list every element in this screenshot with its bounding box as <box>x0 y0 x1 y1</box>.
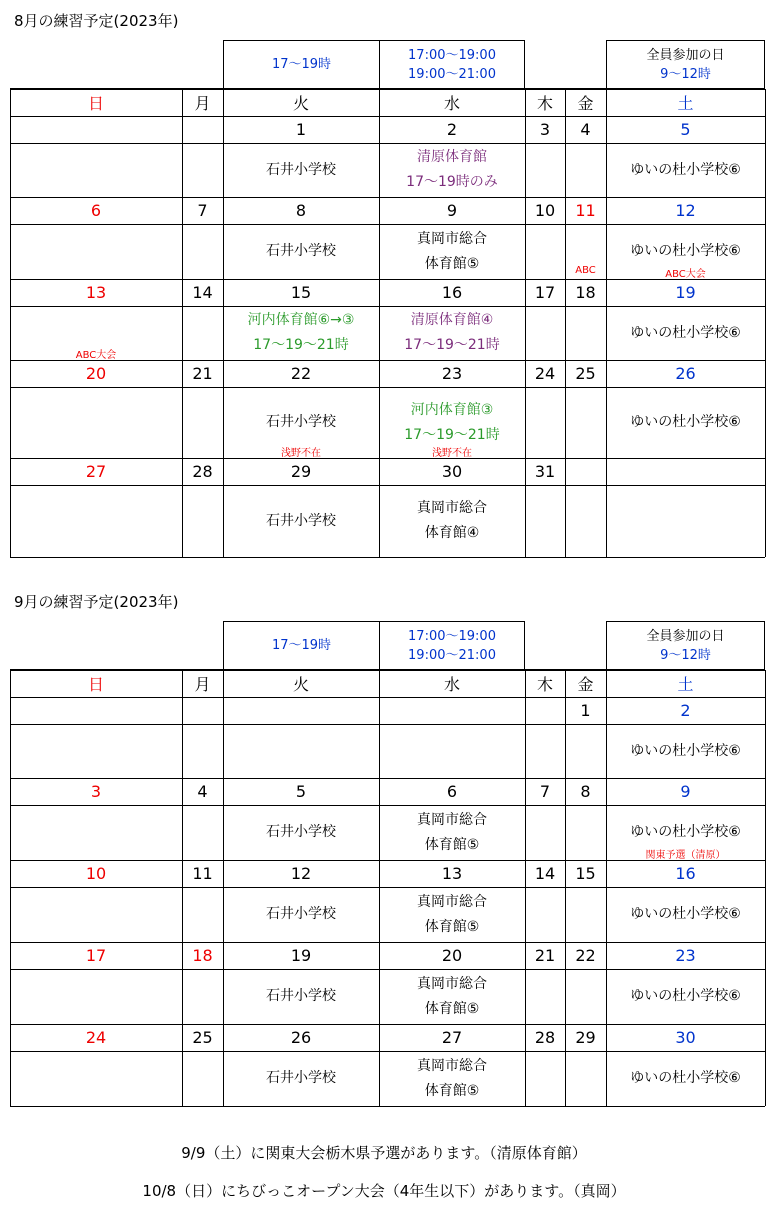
schedule-text: ゆいの杜小学校⑥ <box>630 161 741 178</box>
all-members-label: 全員参加の日 <box>646 628 725 644</box>
schedule-text: 石井小学校 <box>266 243 336 259</box>
wednesday-time-box <box>379 621 525 670</box>
schedule-text: ゆいの杜小学校⑥ <box>630 243 741 259</box>
note-text: 浅野不在 <box>281 448 321 459</box>
schedule-cell <box>223 805 379 860</box>
schedule-text: 17～19時のみ <box>406 174 498 190</box>
weekday-header: 火 <box>292 675 309 694</box>
schedule-text: ゆいの杜小学校⑥ <box>630 988 741 1004</box>
row-divider <box>10 887 765 888</box>
day-number: 19 <box>290 946 312 965</box>
row-divider <box>10 942 765 943</box>
day-number: 2 <box>680 701 691 720</box>
tuesday-time-box <box>223 40 380 89</box>
saturday-time: 9～12時 <box>660 66 711 82</box>
note-text: 浅野不在 <box>432 448 472 459</box>
row-divider <box>10 197 765 198</box>
weekday-header: 土 <box>677 675 694 694</box>
schedule-text: 河内体育館③ <box>410 401 494 418</box>
day-number: 15 <box>575 864 596 883</box>
day-number: 26 <box>675 364 696 383</box>
schedule-text: 河内体育館⑥→③ <box>247 312 355 328</box>
day-number: 3 <box>539 120 551 139</box>
day-number: 18 <box>192 946 213 965</box>
schedule-text: ゆいの杜小学校⑥ <box>630 906 741 922</box>
schedule-cell <box>606 1051 765 1106</box>
schedule-cell <box>379 724 525 778</box>
wednesday-time-1: 17:00～19:00 <box>408 47 496 63</box>
day-number: 6 <box>446 782 458 801</box>
row-divider <box>10 860 765 861</box>
schedule-cell <box>606 887 765 942</box>
day-number: 20 <box>85 364 107 383</box>
schedule-text: 石井小学校 <box>266 512 336 529</box>
schedule-text: 体育館④ <box>424 525 480 541</box>
day-number: 18 <box>575 283 596 302</box>
schedule-cell <box>379 224 525 279</box>
row-divider <box>10 143 765 144</box>
day-number: 28 <box>192 462 213 481</box>
saturday-info-box <box>606 621 765 670</box>
schedule-text: ゆいの杜小学校⑥ <box>630 1070 741 1086</box>
column-divider <box>606 89 607 557</box>
tuesday-time: 17～19時 <box>271 57 332 72</box>
note-text: 関東予選（清原） <box>645 850 726 861</box>
day-number: 30 <box>441 462 463 481</box>
day-number: 29 <box>575 1028 596 1047</box>
day-number: 10 <box>534 201 556 220</box>
row-divider <box>10 1051 765 1052</box>
row-divider <box>10 485 765 486</box>
row-divider <box>10 458 765 459</box>
schedule-text: 真岡市総合 <box>417 1057 487 1074</box>
schedule-cell <box>606 387 765 458</box>
schedule-text: 真岡市総合 <box>417 500 487 516</box>
wednesday-time-1: 17:00～19:00 <box>408 628 496 644</box>
day-number: 11 <box>192 864 213 883</box>
day-number <box>182 116 223 143</box>
schedule-cell <box>223 969 379 1024</box>
schedule-text: 石井小学校 <box>266 1070 336 1086</box>
column-divider <box>765 670 766 1106</box>
row-divider <box>10 778 765 779</box>
day-number: 25 <box>575 364 596 383</box>
weekday-header: 木 <box>536 94 553 113</box>
day-number: 22 <box>290 364 312 383</box>
row-divider <box>10 1024 765 1025</box>
day-number: 5 <box>680 120 691 139</box>
day-number <box>10 697 182 724</box>
weekday-header: 月 <box>194 675 211 694</box>
day-number: 17 <box>85 946 107 965</box>
schedule-text: 真岡市総合 <box>417 975 487 992</box>
day-number: 30 <box>675 1028 696 1047</box>
schedule-cell <box>379 143 525 197</box>
schedule-text: 石井小学校 <box>266 161 336 178</box>
table-top-border <box>10 669 765 671</box>
schedule-cell <box>606 969 765 1024</box>
row-divider <box>10 387 765 388</box>
wednesday-time-2: 19:00～21:00 <box>408 647 496 663</box>
column-divider <box>10 670 11 1106</box>
schedule-text: 石井小学校 <box>266 824 336 840</box>
schedule-text: 真岡市総合 <box>417 893 487 910</box>
day-number: 27 <box>441 1028 463 1047</box>
day-number: 16 <box>675 864 696 883</box>
column-divider <box>379 670 380 1106</box>
day-number: 8 <box>295 201 307 220</box>
schedule-cell <box>606 143 765 197</box>
day-number: 23 <box>441 364 463 383</box>
day-number: 13 <box>441 864 463 883</box>
footer-note-2: 10/8（日）にちびっこオープン大会（4年生以下）があります。（真岡） <box>142 1182 626 1200</box>
schedule-text: 17～19～21時 <box>404 426 500 443</box>
day-number: 29 <box>290 462 312 481</box>
day-number: 12 <box>675 201 696 220</box>
weekday-header: 火 <box>292 94 309 113</box>
day-number: 21 <box>534 946 556 965</box>
column-divider <box>379 89 380 557</box>
column-divider <box>765 89 766 557</box>
row-divider <box>10 360 765 361</box>
column-divider <box>182 89 183 557</box>
schedule-text: 体育館⑤ <box>424 918 480 935</box>
day-number: 20 <box>441 946 463 965</box>
schedule-text: ゆいの杜小学校⑥ <box>630 414 741 430</box>
day-number: 9 <box>446 201 458 220</box>
row-divider <box>10 1106 765 1107</box>
schedule-text: 石井小学校 <box>266 906 336 922</box>
schedule-cell <box>379 805 525 860</box>
schedule-text: 17～19～21時 <box>253 337 349 353</box>
schedule-cell <box>223 143 379 197</box>
wednesday-time-box <box>379 40 525 89</box>
day-number: 1 <box>295 120 307 139</box>
tuesday-time-box <box>223 621 380 670</box>
day-number: 4 <box>580 120 591 139</box>
column-divider <box>606 670 607 1106</box>
schedule-text: 石井小学校 <box>266 414 336 430</box>
column-divider <box>565 89 566 557</box>
day-number: 17 <box>534 283 556 302</box>
day-number: 11 <box>575 201 596 220</box>
schedule-cell <box>223 887 379 942</box>
weekday-header: 土 <box>677 94 694 113</box>
column-divider <box>10 89 11 557</box>
row-divider <box>10 969 765 970</box>
day-number: 24 <box>85 1028 107 1047</box>
schedule-text: 真岡市総合 <box>417 811 487 828</box>
schedule-cell <box>223 224 379 279</box>
day-number <box>606 458 765 485</box>
schedule-cell <box>379 887 525 942</box>
day-number <box>223 697 379 724</box>
day-number: 23 <box>675 946 696 965</box>
september-calendar <box>10 621 765 1113</box>
weekday-header: 金 <box>577 94 594 113</box>
schedule-text: 清原体育館④ <box>410 312 494 328</box>
column-divider <box>565 670 566 1106</box>
day-number: 27 <box>85 462 107 481</box>
wednesday-time-2: 19:00～21:00 <box>408 66 496 82</box>
schedule-text: 体育館⑤ <box>424 1000 480 1017</box>
day-number: 1 <box>580 701 591 720</box>
schedule-cell <box>606 724 765 778</box>
august-calendar <box>10 40 765 558</box>
schedule-cell <box>223 306 379 360</box>
weekday-header: 月 <box>194 94 211 113</box>
day-number: 12 <box>290 864 312 883</box>
day-number <box>182 697 223 724</box>
schedule-cell <box>379 306 525 360</box>
column-divider <box>525 89 526 557</box>
schedule-text: ゆいの杜小学校⑥ <box>630 742 741 759</box>
day-number: 21 <box>192 364 213 383</box>
day-number: 9 <box>680 782 691 801</box>
schedule-text: 石井小学校 <box>266 988 336 1004</box>
day-number: 6 <box>90 201 102 220</box>
schedule-cell <box>606 485 765 557</box>
row-divider <box>10 224 765 225</box>
weekday-header: 水 <box>443 94 460 113</box>
note-text: ABC大会 <box>75 350 117 361</box>
table-top-border <box>10 88 765 90</box>
day-number: 19 <box>675 283 696 302</box>
weekday-header: 日 <box>87 94 104 113</box>
weekday-header: 金 <box>577 675 594 694</box>
schedule-text: 体育館⑤ <box>424 836 480 853</box>
day-number: 7 <box>197 201 208 220</box>
day-number: 22 <box>575 946 596 965</box>
row-divider <box>10 805 765 806</box>
day-number <box>565 458 606 485</box>
august-title: 8月の練習予定(2023年) <box>14 12 179 30</box>
day-number: 13 <box>85 283 107 302</box>
row-divider <box>10 306 765 307</box>
schedule-text: 体育館⑤ <box>424 255 480 272</box>
day-number <box>379 697 525 724</box>
schedule-text: ゆいの杜小学校⑥ <box>630 824 741 840</box>
schedule-cell <box>379 969 525 1024</box>
column-divider <box>223 89 224 557</box>
september-title: 9月の練習予定(2023年) <box>14 593 179 611</box>
schedule-cell <box>606 306 765 360</box>
schedule-text: 真岡市総合 <box>417 230 487 247</box>
day-number: 4 <box>197 782 208 801</box>
day-number: 3 <box>90 782 102 801</box>
schedule-cell <box>379 1051 525 1106</box>
day-number: 28 <box>534 1028 556 1047</box>
day-number: 24 <box>534 364 556 383</box>
saturday-info-box <box>606 40 765 89</box>
schedule-text: 体育館⑤ <box>424 1082 480 1099</box>
row-divider <box>10 279 765 280</box>
schedule-text: 17～19～21時 <box>404 337 500 353</box>
day-number: 25 <box>192 1028 213 1047</box>
row-divider <box>10 116 765 117</box>
day-number: 7 <box>539 782 551 801</box>
day-number: 5 <box>295 782 307 801</box>
saturday-time: 9～12時 <box>660 647 711 663</box>
note-text: ABC <box>575 265 596 276</box>
schedule-cell <box>223 724 379 778</box>
column-divider <box>525 670 526 1106</box>
day-number <box>10 116 182 143</box>
column-divider <box>223 670 224 1106</box>
day-number: 31 <box>534 462 556 481</box>
day-number: 8 <box>580 782 591 801</box>
day-number: 10 <box>85 864 107 883</box>
tuesday-time: 17～19時 <box>271 638 332 653</box>
schedule-text: 清原体育館 <box>417 149 487 165</box>
day-number: 2 <box>446 120 458 139</box>
day-number: 14 <box>192 283 213 302</box>
row-divider <box>10 557 765 558</box>
schedule-cell <box>223 1051 379 1106</box>
all-members-label: 全員参加の日 <box>646 47 725 63</box>
day-number: 16 <box>441 283 463 302</box>
day-number: 15 <box>290 283 312 302</box>
weekday-header: 水 <box>443 675 460 694</box>
weekday-header: 木 <box>536 675 553 694</box>
weekday-header: 日 <box>87 675 104 694</box>
schedule-cell <box>223 485 379 557</box>
row-divider <box>10 724 765 725</box>
day-number <box>525 697 565 724</box>
day-number: 26 <box>290 1028 312 1047</box>
footer-note-1: 9/9（土）に関東大会栃木県予選があります。（清原体育館） <box>181 1144 587 1162</box>
schedule-text: ゆいの杜小学校⑥ <box>630 324 741 341</box>
column-divider <box>182 670 183 1106</box>
schedule-cell <box>379 485 525 557</box>
row-divider <box>10 697 765 698</box>
note-text: ABC大会 <box>665 269 706 280</box>
day-number: 14 <box>534 864 556 883</box>
